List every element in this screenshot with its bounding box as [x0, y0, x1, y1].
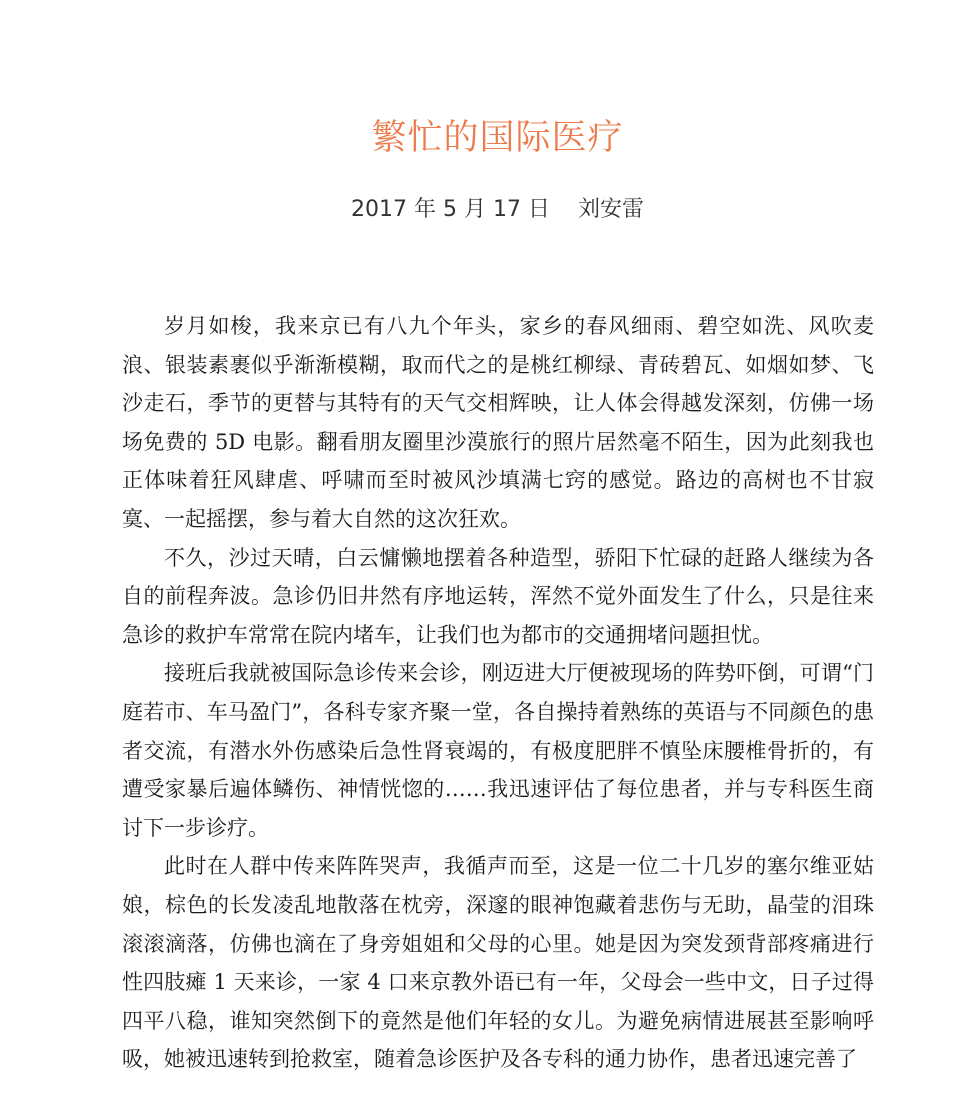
article-body [122, 307, 874, 1079]
paragraph: 不久，沙过天晴，白云慵懒地摆着各种造型，骄阳下忙碌的赶路人继续为各自的前程奔波。急诊仍旧井然有序地运转，浑然不觉外面发生了什么，只是往来急诊的救护车常常在院内堵车，让我们也为都市的交通拥堵问题担忧。 [122, 545, 874, 647]
article-byline: 2017 年 5 月 17 日 刘安雷 [351, 197, 644, 222]
paragraph: 接班后我就被国际急诊传来会诊，刚迈进大厅便被现场的阵势吓倒，可谓“门庭若市、车马盈门”，各科专家齐聚一堂，各自操持着熟练的英语与不同颜色的患者交流，有潜水外伤感染后急性肾衰竭的，有极度肥胖不慎坠床腰椎骨折的，有遭受家暴后遍体鳞伤、神情恍惚的……我迅速评估了每位患者，并与专科医生商讨下一步诊疗。 [122, 661, 874, 840]
paragraph: 岁月如梭，我来京已有八九个年头，家乡的春风细雨、碧空如洗、风吹麦浪、银装素裹似乎渐渐模糊，取而代之的是桃红柳绿、青砖碧瓦、如烟如梦、飞沙走石，季节的更替与其特有的天气交相辉映，让人体会得越发深刻，仿佛一场场免费的 5D 电影。翻看朋友圈里沙漠旅行的照片居然毫不陌生，因为此刻我也正体味着狂风肆虐、呼啸而至时被风沙填满七窍的感觉。路边的高树也不甘寂寞、一起摇摆，参与着大自然的这次狂欢。 [122, 314, 874, 531]
paragraph: 此时在人群中传来阵阵哭声，我循声而至，这是一位二十几岁的塞尔维亚姑娘，棕色的长发凌乱地散落在枕旁，深邃的眼神饱藏着悲伤与无助，晶莹的泪珠滚滚滴落，仿佛也滴在了身旁姐姐和父母的心里。她是因为突发颈背部疼痛进行性四肢瘫 1 天来诊，一家 4 口来京教外语已有一年，父母会一些中文，日子过得四平八稳，谁知突然倒下的竟然是他们年轻的女儿。为避免病情进展甚至影响呼吸，她被迅速转到抢救室，随着急诊医护及各专科的通力协作，患者迅速完善了 [122, 854, 874, 1072]
article-title: 繁忙的国际医疗 [371, 118, 624, 158]
